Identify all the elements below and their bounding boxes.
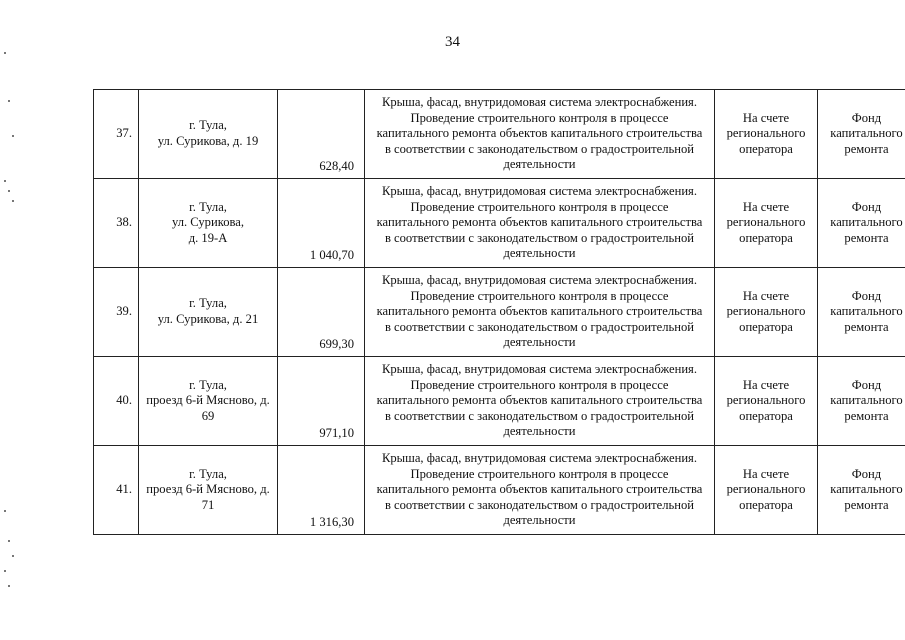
table-row (94, 446, 905, 535)
fund-account-line: регионального (726, 393, 806, 408)
works-description-line: капитального ремонта объектов капитального строительства (376, 304, 703, 319)
fund-account-line: На счете (742, 466, 790, 481)
address-line: ул. Сурикова, (171, 215, 245, 230)
funding-source-line: Фонд (851, 199, 882, 214)
scan-speck (12, 200, 14, 202)
fund-account-line: На счете (742, 288, 790, 303)
address-cell (139, 446, 278, 535)
funding-source-line: капитального (830, 215, 903, 230)
scan-speck (4, 510, 6, 512)
fund-account-line: оператора (739, 141, 793, 156)
address-line: г. Тула, (189, 296, 227, 311)
works-description-line: в соответствии с законодательством о градостроительной (384, 497, 695, 512)
address-line: проезд 6-й Мясново, д. (146, 482, 270, 497)
scan-speck (8, 585, 10, 587)
funding-source-line: Фонд (851, 466, 882, 481)
works-description-line: Крыша, фасад, внутридомовая система электроснабжения. (381, 95, 697, 110)
funding-source-cell (818, 90, 905, 179)
address-line: г. Тула, (189, 377, 227, 392)
row-number-cell: 40. (94, 357, 139, 446)
works-description-line: Проведение строительного контроля в процессе (410, 377, 669, 392)
works-description-line: в соответствии с законодательством о градостроительной (384, 319, 695, 334)
address-cell (139, 90, 278, 179)
works-description-line: Крыша, фасад, внутридомовая система электроснабжения. (381, 184, 697, 199)
funding-source-line: капитального (830, 304, 903, 319)
funding-source-cell (818, 268, 905, 357)
works-description-line: капитального ремонта объектов капитального строительства (376, 393, 703, 408)
repair-register-table (93, 89, 905, 535)
funding-source-line: капитального (830, 393, 903, 408)
works-description-line: Проведение строительного контроля в процессе (410, 466, 669, 481)
address-line: 69 (201, 408, 215, 423)
fund-account-line: На счете (742, 377, 790, 392)
table-row (94, 357, 905, 446)
scan-speck (4, 570, 6, 572)
fund-account-line: оператора (739, 319, 793, 334)
area-cell: 1 316,30 (278, 446, 365, 535)
address-line: г. Тула, (189, 199, 227, 214)
works-description-line: деятельности (503, 424, 576, 439)
funding-source-line: Фонд (851, 288, 882, 303)
address-cell (139, 357, 278, 446)
works-description-line: Крыша, фасад, внутридомовая система электроснабжения. (381, 451, 697, 466)
works-description-line: капитального ремонта объектов капитального строительства (376, 215, 703, 230)
address-line: д. 19-А (188, 230, 228, 245)
fund-account-line: На счете (742, 110, 790, 125)
table-row (94, 179, 905, 268)
works-description-line: в соответствии с законодательством о градостроительной (384, 408, 695, 423)
funding-source-line: ремонта (844, 319, 889, 334)
address-cell (139, 268, 278, 357)
works-description-line: Крыша, фасад, внутридомовая система электроснабжения. (381, 362, 697, 377)
funding-source-line: ремонта (844, 230, 889, 245)
funding-source-line: капитального (830, 482, 903, 497)
fund-account-cell (715, 268, 818, 357)
funding-source-cell (818, 357, 905, 446)
fund-account-line: регионального (726, 126, 806, 141)
works-description-line: Проведение строительного контроля в процессе (410, 110, 669, 125)
fund-account-line: оператора (739, 230, 793, 245)
address-line: ул. Сурикова, д. 19 (157, 134, 259, 148)
funding-source-line: Фонд (851, 110, 882, 125)
address-cell (139, 179, 278, 268)
scan-margin-marks (4, 40, 18, 600)
scan-speck (12, 135, 14, 137)
scan-speck (8, 100, 10, 102)
fund-account-line: регионального (726, 215, 806, 230)
works-description-line: капитального ремонта объектов капитального строительства (376, 126, 703, 141)
works-description-line: капитального ремонта объектов капитального строительства (376, 482, 703, 497)
address-line: г. Тула, (189, 118, 227, 133)
works-description-cell (365, 268, 715, 357)
funding-source-cell (818, 446, 905, 535)
funding-source-cell (818, 179, 905, 268)
scan-speck (12, 555, 14, 557)
area-cell: 1 040,70 (278, 179, 365, 268)
works-description-line: Проведение строительного контроля в процессе (410, 199, 669, 214)
scan-speck (4, 52, 6, 54)
funding-source-line: ремонта (844, 497, 889, 512)
funding-source-line: ремонта (844, 141, 889, 156)
funding-source-line: ремонта (844, 408, 889, 423)
fund-account-cell (715, 357, 818, 446)
funding-source-line: Фонд (851, 377, 882, 392)
fund-account-line: регионального (726, 304, 806, 319)
table-row (94, 90, 905, 179)
scan-speck (8, 190, 10, 192)
works-description-line: деятельности (503, 335, 576, 350)
fund-account-cell (715, 179, 818, 268)
row-number-cell: 41. (94, 446, 139, 535)
area-cell: 699,30 (278, 268, 365, 357)
works-description-cell (365, 179, 715, 268)
works-description-line: деятельности (503, 246, 576, 261)
table-row (94, 268, 905, 357)
works-description-cell (365, 357, 715, 446)
fund-account-line: регионального (726, 482, 806, 497)
works-description-line: деятельности (503, 157, 576, 172)
fund-account-cell (715, 90, 818, 179)
area-cell: 971,10 (278, 357, 365, 446)
address-line: ул. Сурикова, д. 21 (157, 312, 259, 326)
works-description-cell (365, 446, 715, 535)
row-number-cell: 37. (94, 90, 139, 179)
works-description-line: деятельности (503, 513, 576, 528)
fund-account-line: оператора (739, 408, 793, 423)
scan-speck (4, 180, 6, 182)
row-number-cell: 38. (94, 179, 139, 268)
address-line: проезд 6-й Мясново, д. (146, 393, 270, 408)
works-description-line: в соответствии с законодательством о градостроительной (384, 230, 695, 245)
area-cell: 628,40 (278, 90, 365, 179)
page-number: 34 (445, 34, 460, 50)
scan-speck (8, 540, 10, 542)
works-description-line: в соответствии с законодательством о градостроительной (384, 141, 695, 156)
works-description-line: Крыша, фасад, внутридомовая система электроснабжения. (381, 273, 697, 288)
table-body (94, 90, 905, 535)
works-description-cell (365, 90, 715, 179)
address-line: 71 (201, 497, 215, 512)
row-number-cell: 39. (94, 268, 139, 357)
funding-source-line: капитального (830, 126, 903, 141)
works-description-line: Проведение строительного контроля в процессе (410, 288, 669, 303)
fund-account-line: На счете (742, 199, 790, 214)
fund-account-line: оператора (739, 497, 793, 512)
fund-account-cell (715, 446, 818, 535)
address-line: г. Тула, (189, 466, 227, 481)
